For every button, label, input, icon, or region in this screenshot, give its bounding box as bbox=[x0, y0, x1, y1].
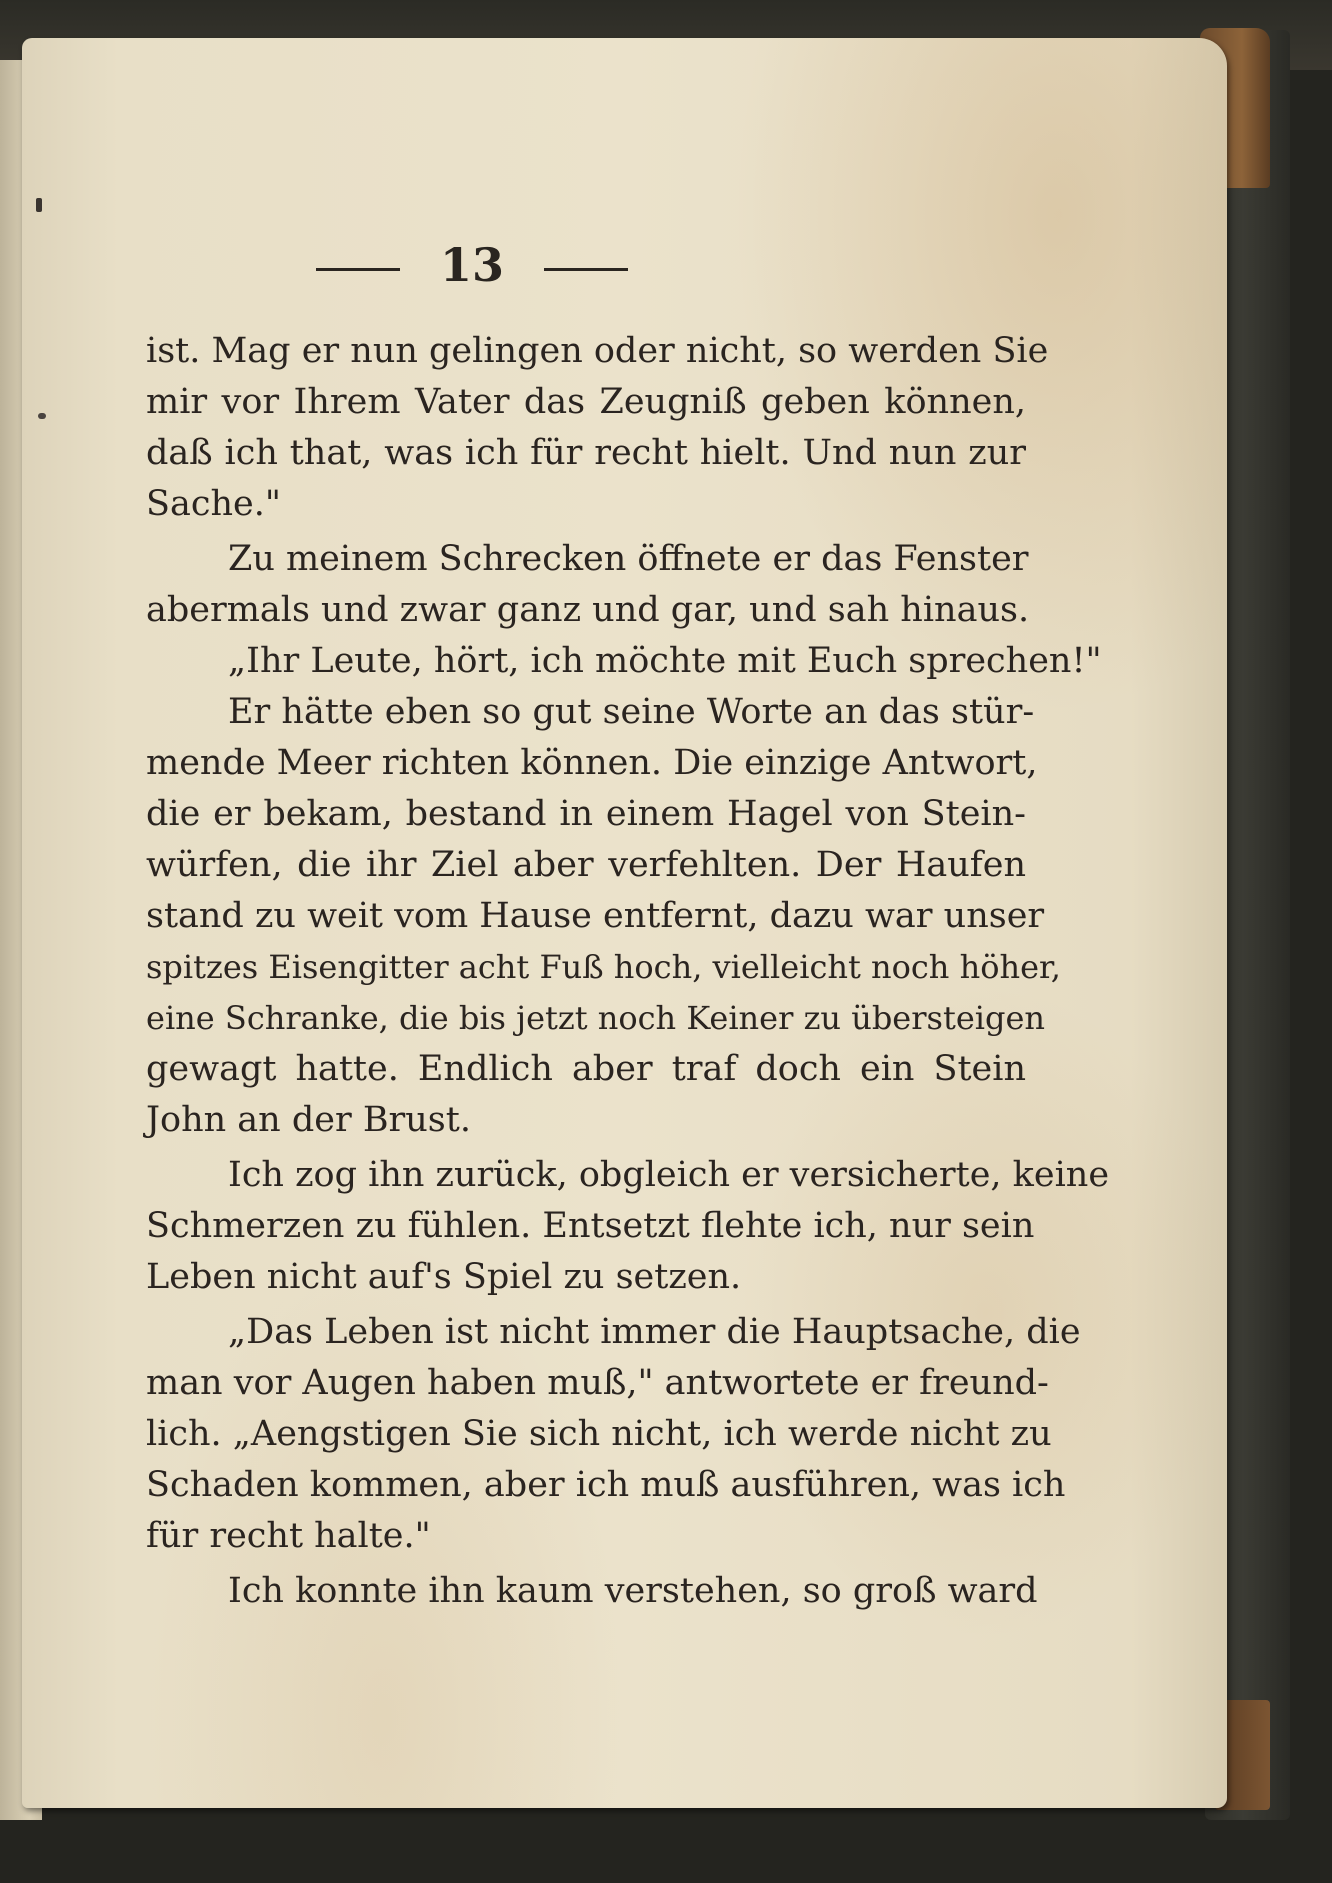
paragraph bbox=[146, 326, 1049, 530]
paragraph bbox=[146, 534, 1030, 636]
text-line: Schaden kommen, aber ich muß ausführen, was ich bbox=[146, 1465, 1066, 1505]
text-line: würfen, die ihr Ziel aber verfehlten. Der Haufen bbox=[146, 845, 1026, 885]
text-line: stand zu weit vom Hause entfernt, dazu war unser bbox=[146, 896, 1045, 936]
text-line: Ich konnte ihn kaum verstehen, so groß ward bbox=[228, 1571, 1038, 1611]
paragraph bbox=[146, 687, 1061, 1146]
text-line: Schmerzen zu fühlen. Entsetzt flehte ich, nur sein bbox=[146, 1206, 1035, 1246]
text-line: ist. Mag er nun gelingen oder nicht, so werden Sie bbox=[146, 331, 1049, 371]
text-line: Ich zog ihn zurück, obgleich er versicherte, keine bbox=[228, 1155, 1110, 1195]
body-text bbox=[146, 326, 1110, 1617]
paragraph bbox=[146, 1566, 1038, 1617]
text-line: Zu meinem Schrecken öffnete er das Fenster bbox=[228, 539, 1029, 579]
ink-mark bbox=[36, 198, 42, 212]
paragraph bbox=[146, 1307, 1081, 1562]
text-line: Er hätte eben so gut seine Worte an das stür- bbox=[228, 692, 1035, 732]
paragraph bbox=[146, 1150, 1110, 1303]
ink-mark bbox=[38, 413, 46, 419]
header-rule-left bbox=[316, 268, 400, 271]
book-page bbox=[22, 38, 1227, 1808]
paragraph bbox=[146, 636, 1102, 687]
text-line: mende Meer richten können. Die einzige Antwort, bbox=[146, 743, 1038, 783]
text-line: mir vor Ihrem Vater das Zeugniß geben können, bbox=[146, 382, 1026, 422]
text-line: gewagt hatte. Endlich aber traf doch ein Stein bbox=[146, 1049, 1026, 1089]
text-line: Leben nicht auf's Spiel zu setzen. bbox=[146, 1257, 742, 1297]
page-header bbox=[22, 238, 922, 292]
text-line: abermals und zwar ganz und gar, und sah hinaus. bbox=[146, 590, 1030, 630]
text-line: „Das Leben ist nicht immer die Hauptsache, die bbox=[228, 1312, 1081, 1352]
text-line: eine Schranke, die bis jetzt noch Keiner zu übersteigen bbox=[146, 999, 1046, 1037]
header-rule-right bbox=[544, 268, 628, 271]
page-number: 13 bbox=[439, 238, 504, 292]
text-line: die er bekam, bestand in einem Hagel von Stein- bbox=[146, 794, 1026, 834]
text-line: lich. „Aengstigen Sie sich nicht, ich werde nicht zu bbox=[146, 1414, 1052, 1454]
text-line: spitzes Eisengitter acht Fuß hoch, vielleicht noch höher, bbox=[146, 948, 1061, 986]
text-line: man vor Augen haben muß," antwortete er freund- bbox=[146, 1363, 1049, 1403]
text-line: Sache." bbox=[146, 484, 281, 524]
text-line: „Ihr Leute, hört, ich möchte mit Euch sprechen!" bbox=[228, 641, 1102, 681]
text-line: John an der Brust. bbox=[146, 1100, 471, 1140]
text-line: daß ich that, was ich für recht hielt. Und nun zur bbox=[146, 433, 1026, 473]
text-line: für recht halte." bbox=[146, 1516, 431, 1556]
